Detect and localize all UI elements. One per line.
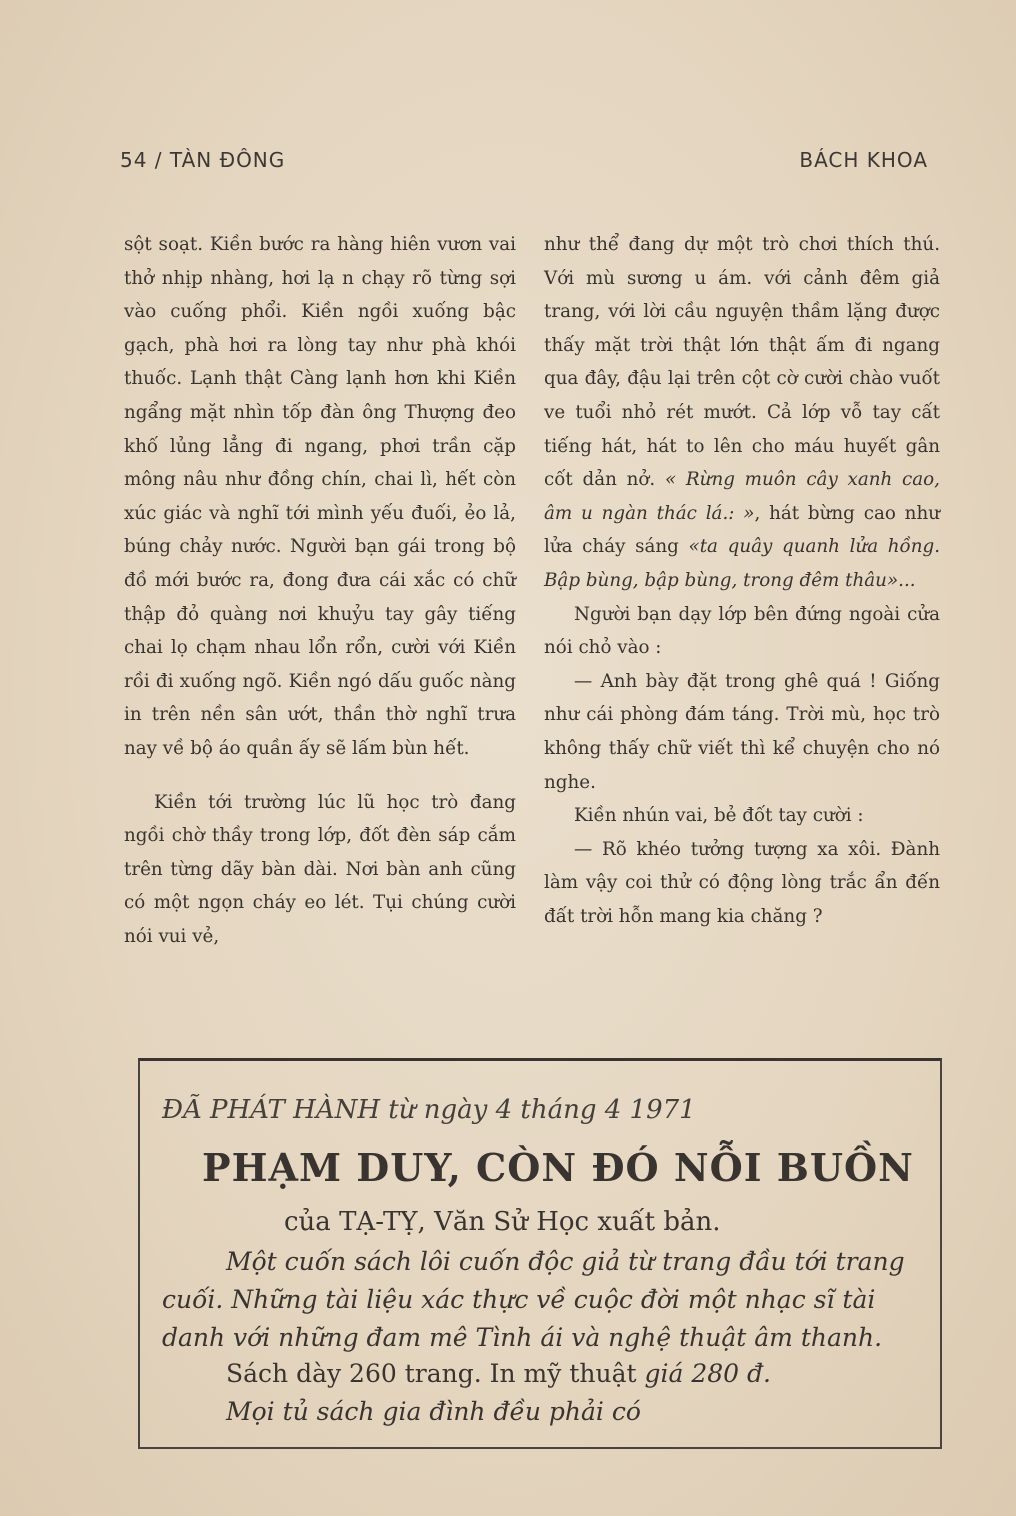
dialogue-2: — Rõ khéo tưởng tượng xa xôi. Đành làm vậy coi thử có động lòng trắc ẩn đến đất trời hỗn mang kia chăng ? — [544, 838, 940, 927]
page-number-section: 54 / TÀN ĐÔNG — [120, 148, 286, 172]
dialogue-1: — Anh bày đặt trong ghê quá ! Giống như cái phòng đám táng. Trời mù, học trò không thấy chữ viết thì kể chuyện cho nó nghe. — [544, 670, 940, 793]
right-paragraph-1-text: như thể đang dự một trò chơi thích thú. Với mù sương u ám. với cảnh đêm giả trang, với lời cầu nguyện thầm lặng được thấy mặt trời thật lớn thật ấm đi ngang qua đây, đậu lại trên cột cờ cười chào vuốt ve tuổi nhỏ rét mướt. Cả lớp vỗ tay cất tiếng hát, hát to lên cho máu huyết gân cốt dản nở. — [544, 234, 940, 491]
ad-pages-line — [226, 1359, 771, 1388]
book-advertisement — [138, 1058, 942, 1449]
song-quote-2: «ta quây quanh lửa hồng. Bập bùng, bập bùng, trong đêm thâu»... — [544, 536, 941, 591]
ad-description — [162, 1243, 922, 1357]
left-paragraph-1: sột soạt. Kiền bước ra hàng hiên vươn vai thở nhịp nhàng, hơi lạ n chạy rõ từng sợi vào cuống phổi. Kiền ngồi xuống bậc gạch, phà hơi ra lòng tay như phà khói thuốc. Lạnh thật Càng lạnh hơn khi Kiền ngẩng mặt nhìn tốp đàn ông Thượng đeo khố lủng lẳng đi ngang, phơi trần cặp mông nâu như đồng chín, chai lì, hết còn xúc giác và nghĩ tới mình yếu đuối, ẻo lả, búng chảy nước. Người bạn gái trong bộ đồ mới bước ra, đong đưa cái xắc có chữ thập đỏ quàng nơi khuỷu tay gây tiếng chai lọ chạm nhau lổn rổn, cười với Kiền rồi đi xuống ngõ. Kiền ngó dấu guốc nàng in trên nền sân ướt, thần thờ nghĩ trưa nay về bộ áo quần ấy sẽ lấm bùn hết. — [124, 234, 516, 759]
ad-slogan: Mọi tủ sách gia đình đều phải có — [226, 1397, 641, 1426]
left-paragraph-2: Kiền tới trường lúc lũ học trò đang ngồi chờ thầy trong lớp, đốt đèn sáp cắm trên từng dãy bàn dài. Nơi bàn anh cũng có một ngọn cháy eo lét. Tụi chúng cười nói vui vẻ, — [124, 791, 516, 947]
ad-book-title: PHẠM DUY, CÒN ĐÓ NỖI BUỒN — [202, 1145, 914, 1190]
ad-price: giá 280 đ. — [644, 1359, 771, 1388]
ad-release-line: ĐÃ PHÁT HÀNH từ ngày 4 tháng 4 1971 — [162, 1095, 696, 1125]
left-column — [124, 228, 516, 953]
right-column — [544, 228, 940, 933]
page-header — [120, 148, 928, 172]
right-paragraph-1-mid: , hát bừng cao như lửa cháy sáng — [544, 502, 941, 558]
right-paragraph-2: Người bạn dạy lớp bên đứng ngoài cửa nói chỏ vào : — [544, 603, 940, 659]
right-paragraph-1 — [544, 228, 940, 598]
ad-author-line: của TẠ-TỴ, Văn Sử Học xuất bản. — [284, 1207, 721, 1237]
ad-description-text: Một cuốn sách lôi cuốn độc giả từ trang đầu tới trang cuối. Những tài liệu xác thực về cuộc đời một nhạc sĩ tài danh với những đam mê Tình ái và nghệ thuật âm thanh. — [162, 1247, 905, 1352]
ad-pages-text: Sách dày 260 trang. In mỹ thuật — [226, 1359, 637, 1388]
magazine-name: BÁCH KHOA — [799, 148, 928, 172]
right-paragraph-4: Kiền nhún vai, bẻ đốt tay cười : — [574, 805, 864, 827]
song-quote-1: « Rừng muôn cây xanh cao, âm u ngàn thác lá.: » — [544, 469, 940, 524]
